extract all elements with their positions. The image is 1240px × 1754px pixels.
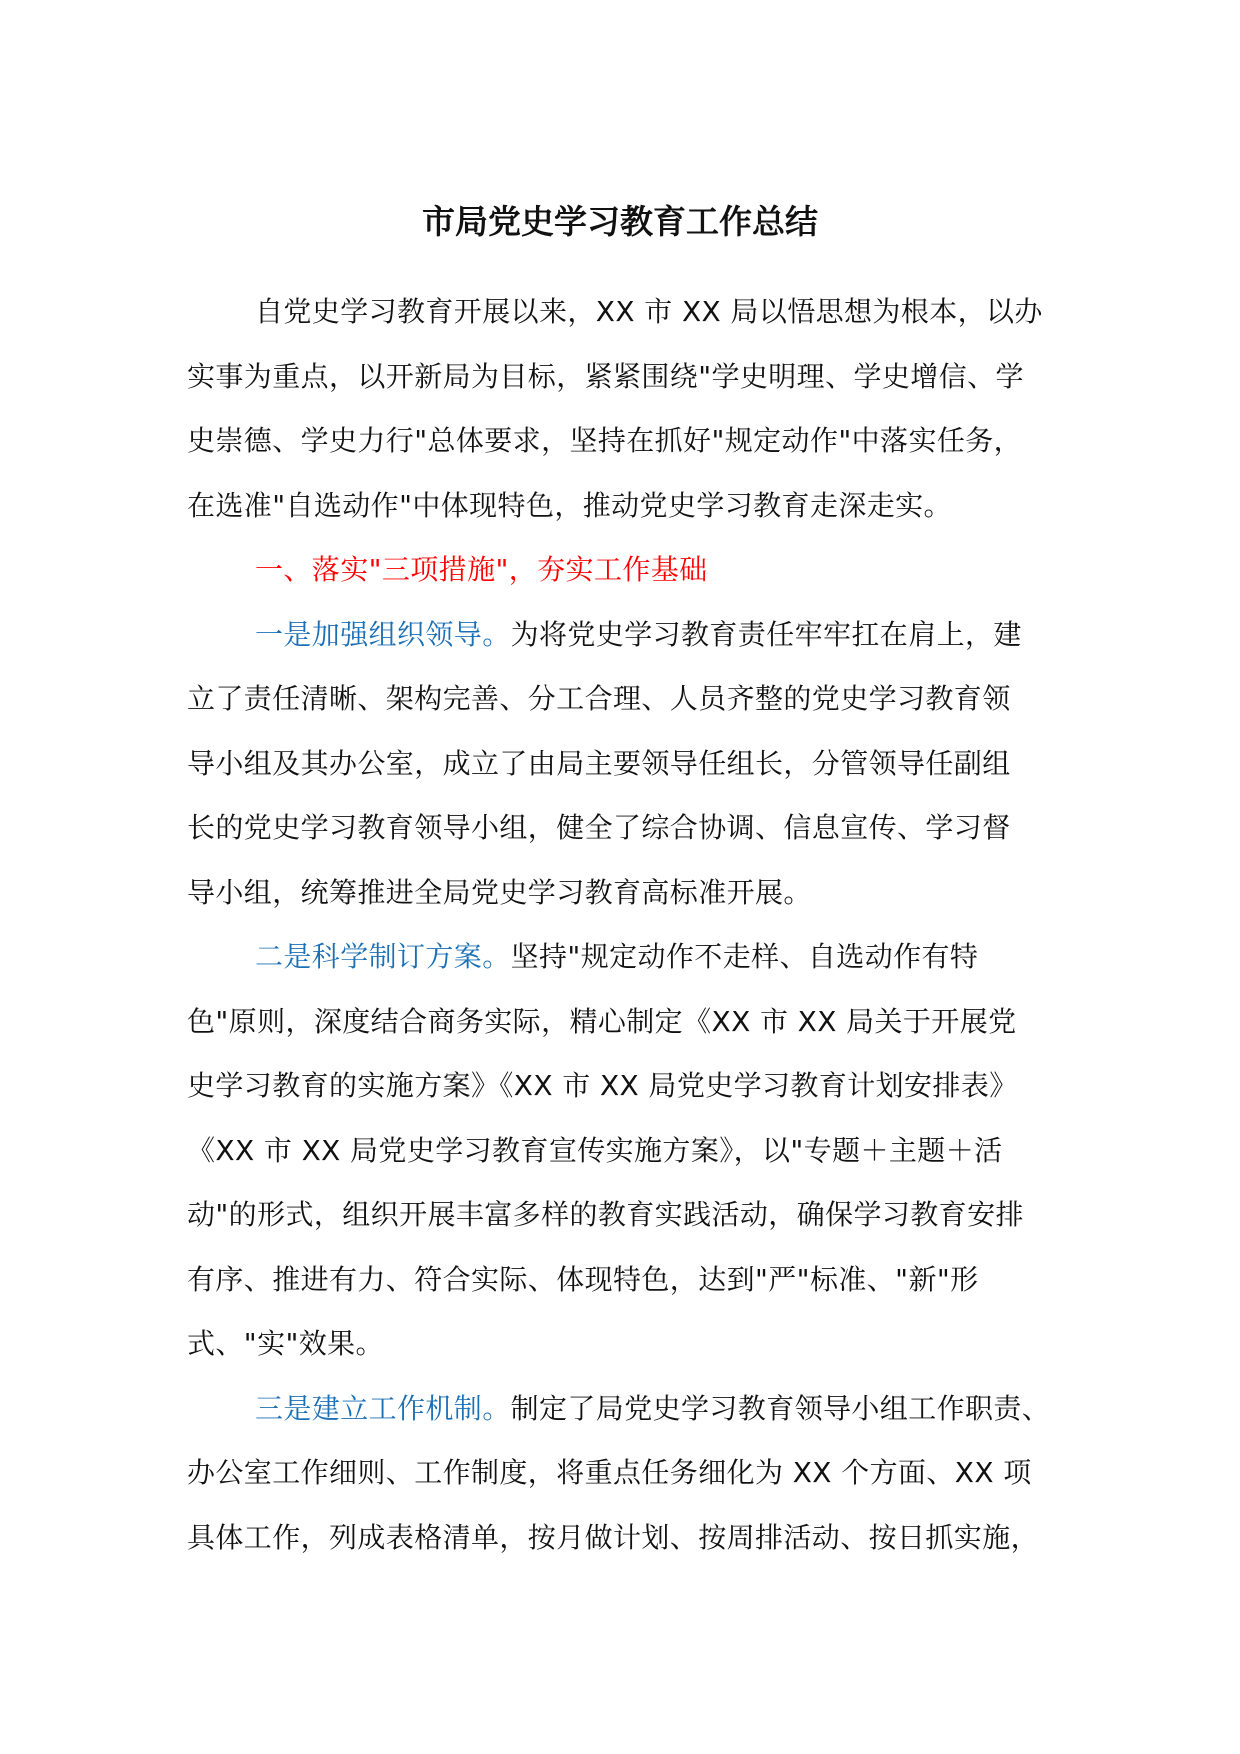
item-line: 史学习教育的实施方案》《XX 市 XX 局党史学习教育计划安排表》: [187, 1069, 1018, 1102]
item-line: 长的党史学习教育领导小组，健全了综合协调、信息宣传、学习督: [187, 811, 1011, 844]
intro-line: 自党史学习教育开展以来，XX 市 XX 局以悟思想为根本，以办: [255, 295, 1043, 328]
item-text: 制定了局党史学习教育领导小组工作职责、: [510, 1391, 1051, 1425]
intro-paragraph: [187, 280, 1057, 538]
item-text: 坚持"规定动作不走样、自选动作有特: [510, 940, 979, 973]
item-first-line: [187, 603, 1057, 668]
item-first-line: [187, 1377, 1057, 1442]
section-heading: 一、落实"三项措施"，夯实工作基础: [255, 553, 708, 586]
intro-line: 在选准"自选动作"中体现特色，推动党史学习教育走深走实。: [187, 488, 952, 522]
item-line: 立了责任清晰、架构完善、分工合理、人员齐整的党史学习教育领: [187, 682, 1011, 715]
item-line: 式、"实"效果。: [187, 1327, 384, 1360]
item-paragraph-2: [187, 925, 1057, 1377]
item-label: 一是加强组织领导。: [255, 617, 511, 651]
item-label: 二是科学制订方案。: [255, 940, 511, 973]
intro-line: 实事为重点，以开新局为目标，紧紧围绕"学史明理、学史增信、学: [187, 359, 1024, 393]
document-body: [187, 280, 1057, 1570]
item-first-line: [187, 925, 1057, 990]
item-label: 三是建立工作机制。: [255, 1391, 511, 1425]
item-text: 为将党史学习教育责任牢牢扛在肩上，建: [510, 617, 1022, 651]
item-line: 导小组，统筹推进全局党史学习教育高标准开展。: [187, 875, 812, 909]
item-paragraph-1: [187, 603, 1057, 926]
item-line: 《XX 市 XX 局党史学习教育宣传实施方案》，以"专题＋主题＋活: [187, 1133, 1003, 1167]
item-line: 动"的形式，组织开展丰富多样的教育实践活动，确保学习教育安排: [187, 1198, 1024, 1231]
item-line: 有序、推进有力、符合实际、体现特色，达到"严"标准、"新"形: [187, 1262, 979, 1296]
item-line: 具体工作，列成表格清单，按月做计划、按周排活动、按日抓实施，: [187, 1520, 1040, 1554]
item-paragraph-3: [187, 1377, 1057, 1571]
item-line: 色"原则，深度结合商务实际，精心制定《XX 市 XX 局关于开展党: [187, 1004, 1017, 1038]
intro-line: 史崇德、学史力行"总体要求，坚持在抓好"规定动作"中落实任务，: [187, 424, 1023, 457]
item-line: 导小组及其办公室，成立了由局主要领导任组长，分管领导任副组: [187, 746, 1011, 780]
item-line: 办公室工作细则、工作制度，将重点任务细化为 XX 个方面、XX 项: [187, 1456, 1032, 1489]
document-title: 市局党史学习教育工作总结: [422, 202, 818, 241]
